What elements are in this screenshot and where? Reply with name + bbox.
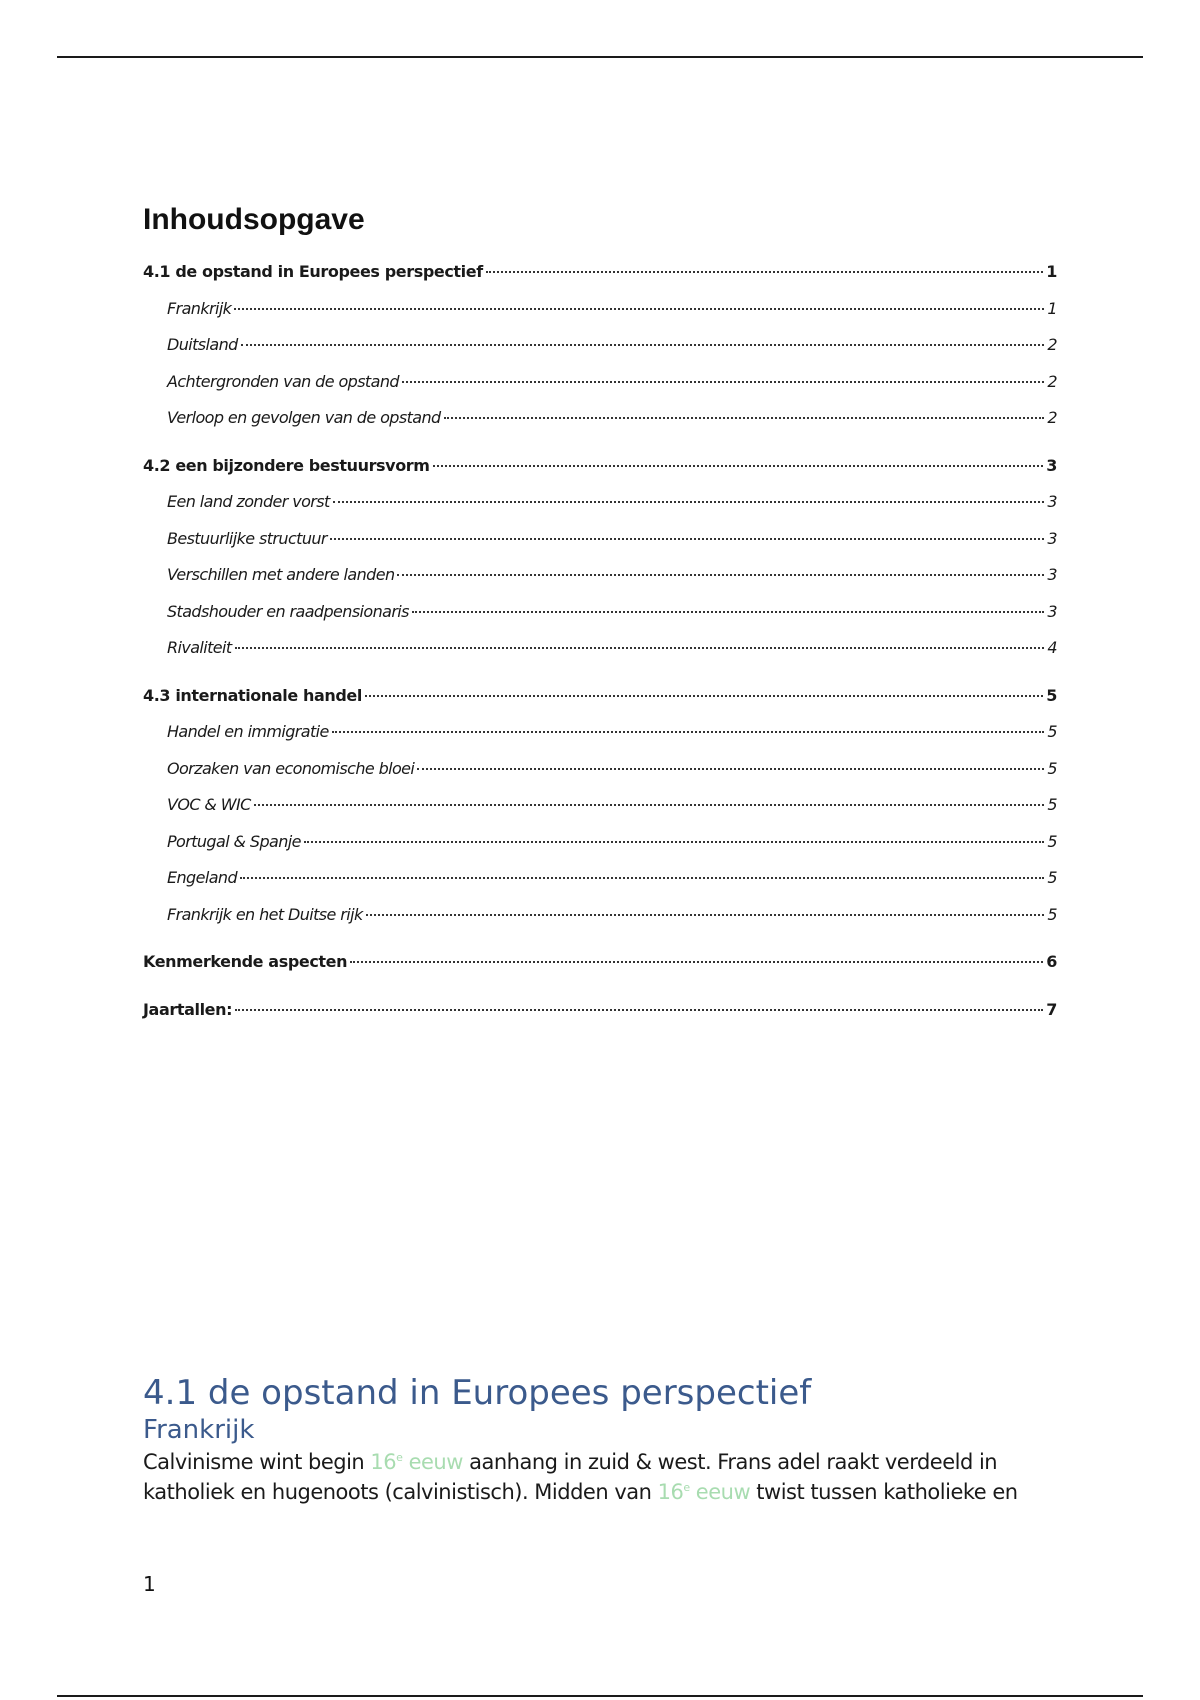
toc-entry[interactable] — [143, 1000, 1057, 1037]
toc-dot-leader — [444, 417, 1045, 419]
toc-dot-leader — [254, 804, 1045, 806]
toc-entry-page: 5 — [1046, 685, 1057, 705]
toc-entry-page: 5 — [1047, 904, 1057, 924]
toc-entry-page: 2 — [1047, 371, 1057, 391]
century-suffix: e — [683, 1481, 690, 1494]
toc-entry-label: Een land zonder vorst — [167, 492, 330, 511]
toc-entry[interactable] — [143, 492, 1057, 529]
toc-dot-leader — [486, 271, 1043, 273]
toc-dot-leader — [402, 381, 1044, 383]
toc-entry[interactable] — [143, 832, 1057, 869]
century-suffix: e — [396, 1451, 403, 1464]
toc-entry[interactable] — [143, 565, 1057, 602]
toc-dot-leader — [350, 961, 1043, 963]
toc-dot-leader — [365, 695, 1043, 697]
toc-entry[interactable] — [143, 905, 1057, 942]
toc-entry[interactable] — [143, 638, 1057, 675]
section-subheading: Frankrijk — [143, 1415, 255, 1445]
toc-entry-label: Verloop en gevolgen van de opstand — [167, 408, 441, 427]
toc-dot-leader — [235, 647, 1045, 649]
toc-title: Inhoudsopgave — [143, 203, 365, 236]
toc-entry[interactable] — [143, 686, 1057, 723]
toc-entry-page: 2 — [1047, 335, 1057, 354]
toc-entry-label: Verschillen met andere landen — [167, 565, 395, 584]
toc-dot-leader — [417, 768, 1044, 770]
toc-entry-label: Bestuurlijke structuur — [167, 528, 327, 548]
century-number: 16 — [370, 1450, 397, 1474]
toc-entry-label: Jaartallen: — [143, 999, 233, 1019]
toc-dot-leader — [397, 574, 1044, 576]
toc-entry-page: 4 — [1047, 638, 1057, 657]
century-word: eeuw — [402, 1450, 463, 1474]
toc-entry[interactable] — [143, 529, 1057, 566]
toc-dot-leader — [234, 308, 1044, 310]
toc-entry[interactable] — [143, 262, 1057, 299]
toc-dot-leader — [332, 731, 1045, 733]
toc-dot-leader — [433, 465, 1044, 467]
toc-entry-label: Frankrijk — [167, 298, 232, 318]
toc-entry-label: Handel en immigratie — [167, 722, 329, 741]
paragraph-text: aanhang in zuid & west. Frans adel raakt verdeeld in katholiek en hugenoots (calvinistisch). Midden van — [143, 1450, 998, 1504]
toc-entry[interactable] — [143, 335, 1057, 372]
toc-entry-label: VOC & WIC — [167, 795, 251, 814]
toc-dot-leader — [330, 538, 1045, 540]
toc-entry-page: 5 — [1047, 868, 1057, 887]
toc-entry-label: Duitsland — [167, 335, 238, 354]
toc-entry-page: 3 — [1046, 455, 1057, 475]
table-of-contents — [143, 262, 1057, 1036]
toc-dot-leader — [235, 1009, 1043, 1011]
toc-entry-label: 4.3 internationale handel — [143, 685, 362, 705]
toc-entry-page: 1 — [1046, 262, 1057, 281]
toc-entry[interactable] — [143, 952, 1057, 989]
highlighted-century — [370, 1450, 463, 1474]
toc-entry[interactable] — [143, 372, 1057, 409]
paragraph-text: Calvinisme wint begin — [143, 1450, 371, 1474]
page-number: 1 — [143, 1572, 156, 1596]
toc-entry-page: 3 — [1047, 565, 1057, 584]
century-word: eeuw — [689, 1480, 751, 1504]
toc-entry[interactable] — [143, 722, 1057, 759]
century-number: 16 — [657, 1480, 684, 1504]
toc-entry-page: 1 — [1047, 298, 1057, 318]
toc-entry-label: Oorzaken van economische bloei — [167, 758, 415, 778]
toc-entry[interactable] — [143, 456, 1057, 493]
toc-entry[interactable] — [143, 868, 1057, 905]
toc-entry[interactable] — [143, 408, 1057, 445]
toc-entry-page: 3 — [1047, 528, 1057, 548]
toc-entry-label: Kenmerkende aspecten — [143, 952, 348, 971]
body-paragraph — [143, 1447, 1057, 1507]
toc-entry[interactable] — [143, 795, 1057, 832]
toc-dot-leader — [333, 501, 1045, 503]
toc-entry-label: 4.2 een bijzondere bestuursvorm — [143, 455, 430, 475]
toc-entry-label: 4.1 de opstand in Europees perspectief — [143, 262, 483, 281]
toc-dot-leader — [241, 344, 1045, 346]
toc-entry-page: 2 — [1047, 408, 1057, 427]
toc-entry-label: Stadshouder en raadpensionaris — [167, 601, 409, 621]
toc-entry-page: 7 — [1046, 999, 1057, 1019]
header-rule — [57, 56, 1143, 58]
footer-rule — [57, 1695, 1143, 1697]
toc-entry-label: Portugal & Spanje — [167, 831, 301, 851]
toc-entry-page: 3 — [1047, 492, 1057, 511]
toc-entry[interactable] — [143, 299, 1057, 336]
toc-entry[interactable] — [143, 602, 1057, 639]
toc-entry-label: Achtergronden van de opstand — [167, 371, 399, 391]
toc-entry-label: Engeland — [167, 868, 237, 887]
toc-entry[interactable] — [143, 759, 1057, 796]
toc-entry-page: 5 — [1047, 795, 1057, 814]
toc-entry-page: 3 — [1047, 601, 1057, 621]
toc-entry-page: 5 — [1047, 758, 1057, 778]
toc-entry-page: 5 — [1047, 722, 1057, 741]
paragraph-text: twist tussen katholieke en — [750, 1480, 1018, 1504]
highlighted-century — [658, 1480, 751, 1504]
toc-dot-leader — [240, 877, 1044, 879]
toc-entry-page: 5 — [1047, 831, 1057, 851]
toc-dot-leader — [412, 611, 1045, 613]
toc-dot-leader — [304, 841, 1045, 843]
toc-dot-leader — [366, 914, 1045, 916]
toc-entry-label: Rivaliteit — [167, 638, 232, 657]
toc-entry-label: Frankrijk en het Duitse rijk — [167, 904, 363, 924]
toc-entry-page: 6 — [1046, 952, 1057, 971]
section-heading: 4.1 de opstand in Europees perspectief — [143, 1373, 812, 1413]
